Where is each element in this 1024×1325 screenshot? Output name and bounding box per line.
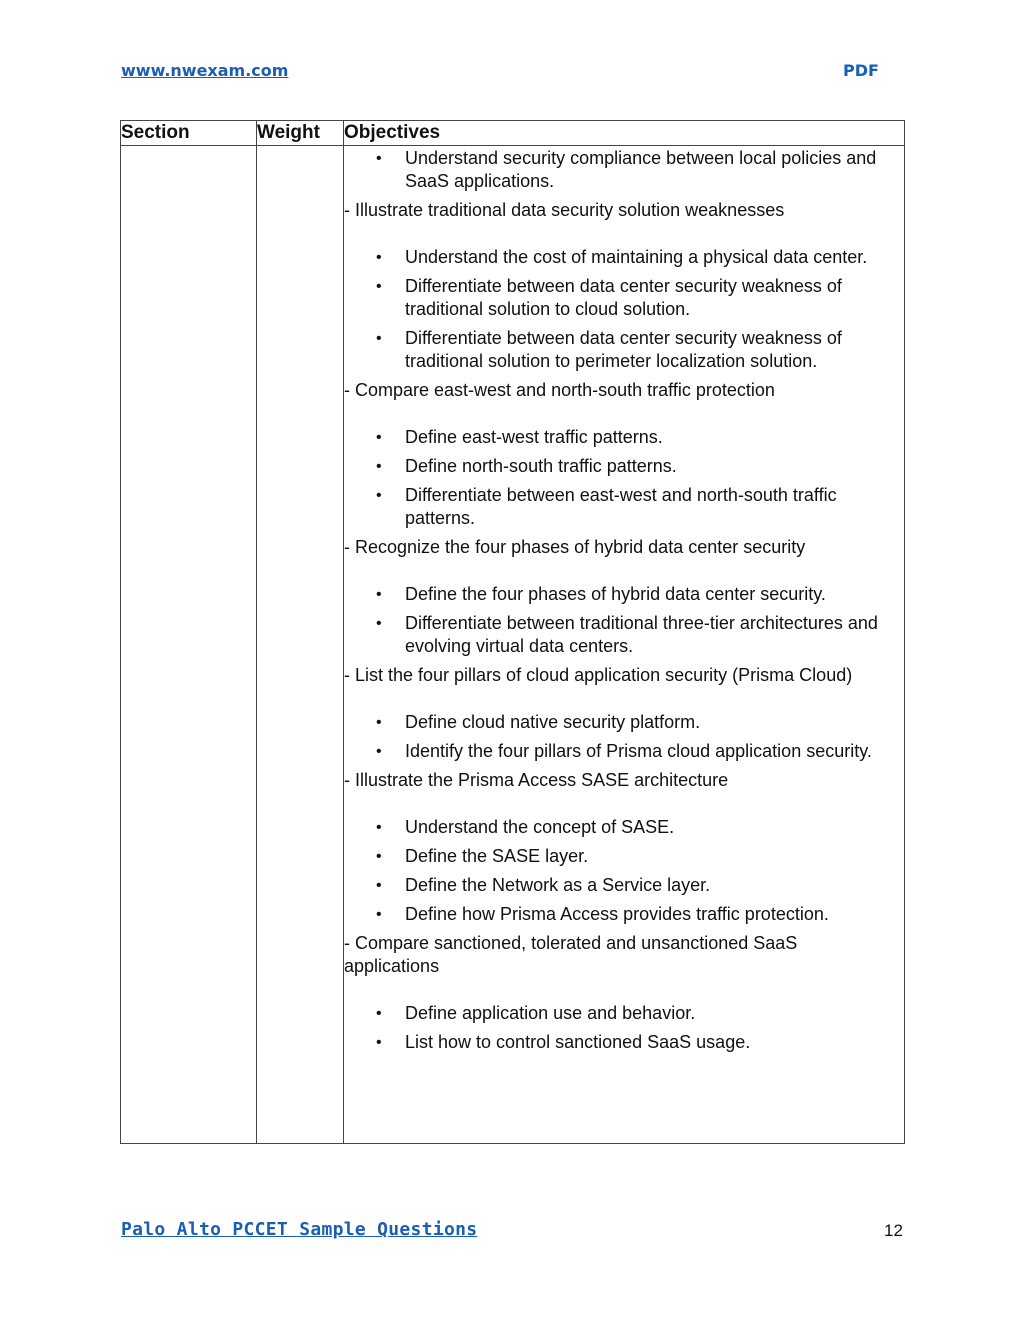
objective-group	[344, 379, 904, 530]
list-item: • List how to control sanctioned SaaS usage.	[344, 1031, 904, 1054]
weight-cell	[257, 146, 344, 1144]
list-item: • Understand security compliance between local policies and SaaS applications.	[344, 147, 904, 193]
list-item: • Differentiate between data center security weakness of traditional solution to perimeter localization solution.	[344, 327, 904, 373]
list-item: • Define the SASE layer.	[344, 845, 904, 868]
bullet-list	[344, 426, 904, 530]
list-item: • Define the four phases of hybrid data center security.	[344, 583, 904, 606]
objective-group-title: - Illustrate the Prisma Access SASE architecture	[344, 770, 729, 790]
list-item: • Define the Network as a Service layer.	[344, 874, 904, 897]
list-item: • Differentiate between traditional three-tier architectures and evolving virtual data centers.	[344, 612, 904, 658]
objective-group-title: - Recognize the four phases of hybrid data center security	[344, 537, 806, 557]
objective-group	[344, 769, 904, 926]
footer-title-link[interactable]: Palo Alto PCCET Sample Questions	[121, 1219, 478, 1240]
objective-group-title: - Compare sanctioned, tolerated and unsanctioned SaaS applications	[344, 933, 798, 976]
table-header-row	[121, 121, 905, 146]
objective-group-title: - Compare east-west and north-south traffic protection	[344, 380, 775, 400]
bullet-list	[344, 711, 904, 763]
lead-bullet-list	[344, 147, 904, 193]
objective-groups	[344, 199, 904, 1054]
site-link[interactable]: www.nwexam.com	[121, 61, 289, 80]
objective-group	[344, 536, 904, 658]
bullet-list	[344, 583, 904, 658]
list-item: • Define cloud native security platform.	[344, 711, 904, 734]
list-item: • Differentiate between east-west and north-south traffic patterns.	[344, 484, 904, 530]
column-header-objectives: Objectives	[344, 121, 905, 146]
objective-group	[344, 199, 904, 373]
list-item: • Define how Prisma Access provides traffic protection.	[344, 903, 904, 926]
list-item: • Understand the cost of maintaining a physical data center.	[344, 246, 904, 269]
list-item: • Differentiate between data center security weakness of traditional solution to cloud solution.	[344, 275, 904, 321]
format-label: PDF	[843, 61, 879, 80]
objective-group	[344, 932, 904, 1054]
objective-group	[344, 664, 904, 763]
list-item: • Define application use and behavior.	[344, 1002, 904, 1025]
column-header-weight: Weight	[257, 121, 344, 146]
list-item: • Define east-west traffic patterns.	[344, 426, 904, 449]
bullet-list	[344, 1002, 904, 1054]
objective-group-title: - Illustrate traditional data security solution weaknesses	[344, 200, 785, 220]
objectives-cell	[344, 146, 905, 1144]
list-item: • Define north-south traffic patterns.	[344, 455, 904, 478]
column-header-section: Section	[121, 121, 257, 146]
objectives-table	[120, 120, 905, 1144]
bullet-list	[344, 246, 904, 373]
section-cell	[121, 146, 257, 1144]
list-item: • Identify the four pillars of Prisma cloud application security.	[344, 740, 904, 763]
page-number: 12	[884, 1221, 903, 1240]
objective-group-title: - List the four pillars of cloud application security (Prisma Cloud)	[344, 665, 853, 685]
table-row	[121, 146, 905, 1144]
list-item: • Understand the concept of SASE.	[344, 816, 904, 839]
bullet-list	[344, 816, 904, 926]
